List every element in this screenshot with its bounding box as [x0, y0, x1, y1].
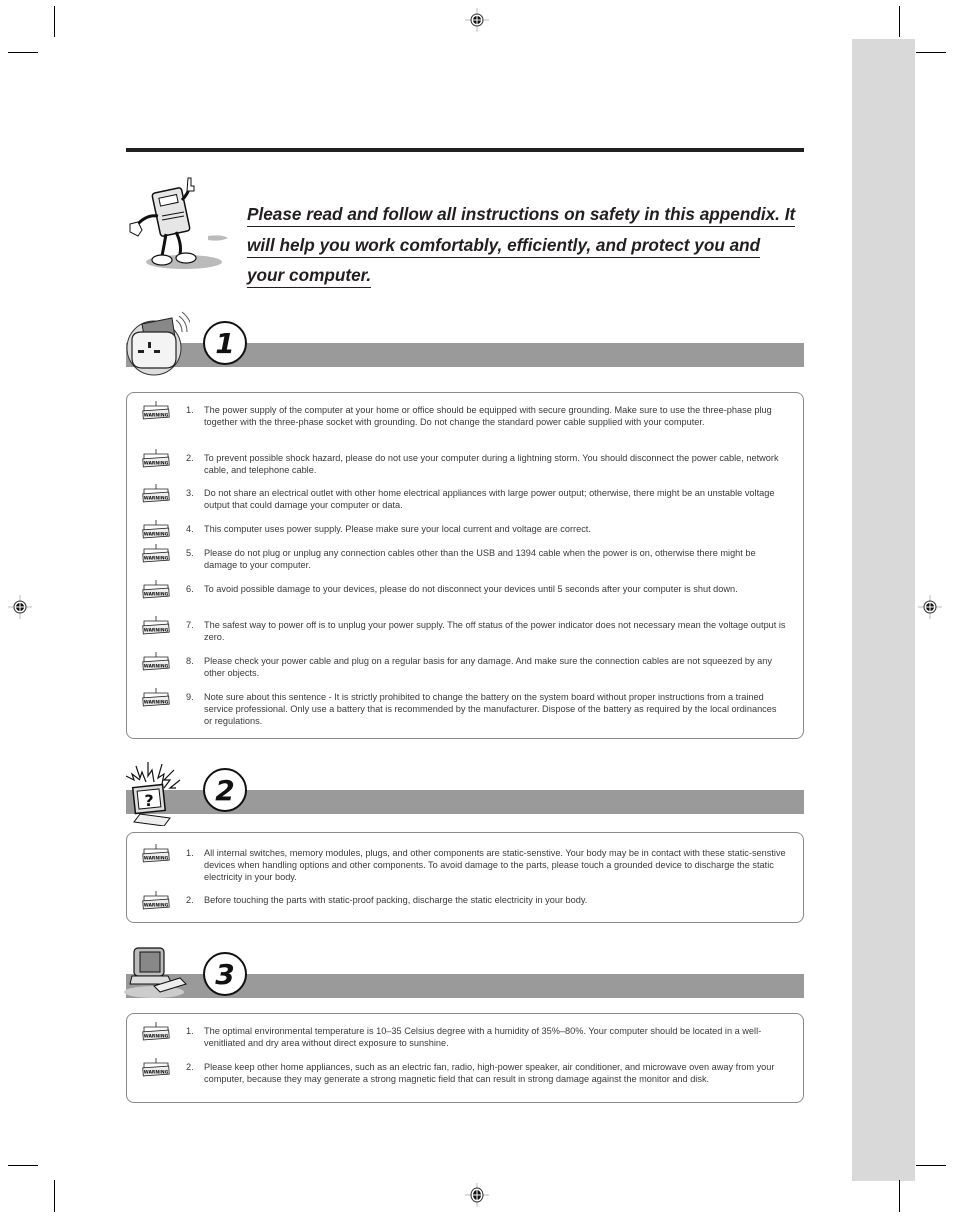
svg-text:WARNING: WARNING: [143, 1034, 169, 1040]
intro-line: your computer.: [247, 265, 371, 288]
crop-mark: [8, 52, 38, 53]
section-number: 2: [215, 773, 235, 807]
section-2-box: [126, 832, 804, 923]
svg-text:WARNING: WARNING: [143, 461, 169, 467]
section-number-badge: [203, 768, 247, 812]
item-number: 2.: [186, 1062, 194, 1072]
svg-text:WARNING: WARNING: [143, 532, 169, 538]
item-text: Do not share an electrical outlet with other home electrical appliances with large power output; otherwise, there might be an unstable voltage output that could damage your computer or data.: [204, 488, 775, 510]
crop-mark: [916, 1165, 946, 1166]
svg-text:WARNING: WARNING: [143, 700, 169, 706]
crop-mark: [916, 52, 946, 53]
intro-line: will help you work comfortably, efficiently, and protect you and: [247, 235, 760, 258]
item-text: Please keep other home appliances, such as an electric fan, radio, high-power speaker, air conditioner, and microwave oven away from your computer, because they may generate a strong magnetic field that can result in strong damage against the monitor and disk.: [204, 1062, 775, 1084]
item-text: The optimal environmental temperature is 10–35 Celsius degree with a humidity of 35%–80%. Your computer should be located in a well-venitliated and dry area without direct exposure to sunshine.: [204, 1026, 762, 1048]
warning-tag-icon: [141, 449, 171, 469]
item-number: 5.: [186, 548, 194, 558]
item-text: The safest way to power off is to unplug your power supply. The off status of the power indicator does not necessary mean the voltage output is zero.: [204, 620, 786, 642]
item-number: 2.: [186, 895, 194, 905]
static-shock-computer-icon: [122, 760, 188, 826]
intro-notice: [247, 199, 807, 291]
warning-tag-icon: [141, 891, 171, 911]
desktop-computer-icon: [124, 942, 190, 1000]
warning-tag-icon: [141, 401, 171, 421]
warning-tag-icon: [141, 616, 171, 636]
crop-mark: [8, 1165, 38, 1166]
svg-text:WARNING: WARNING: [143, 628, 169, 634]
warning-tag-icon: [141, 484, 171, 504]
registration-mark-icon: [918, 595, 942, 619]
svg-text:WARNING: WARNING: [143, 413, 169, 419]
section-number: 1: [215, 326, 235, 360]
warning-tag-icon: [141, 1022, 171, 1042]
warning-tag-icon: [141, 1058, 171, 1078]
item-number: 1.: [186, 848, 194, 858]
warning-tag-icon: [141, 580, 171, 600]
item-text: This computer uses power supply. Please make sure your local current and voltage are correct.: [204, 524, 591, 534]
header-rule: [126, 148, 804, 152]
warning-tag-icon: [141, 520, 171, 540]
svg-text:?: ?: [144, 791, 154, 810]
intro-line: Please read and follow all instructions on safety in this appendix. It: [247, 204, 795, 227]
item-text: Please check your power cable and plug on a regular basis for any damage. And make sure the connection cables are not squeezed by any other objects.: [204, 656, 772, 678]
item-text: To prevent possible shock hazard, please do not use your computer during a lightning storm. You should disconnect the power cable, network cable, and telephone cable.: [204, 453, 779, 475]
side-tab: [852, 39, 915, 1181]
warning-tag-icon: [141, 688, 171, 708]
item-number: 1.: [186, 405, 194, 415]
svg-text:WARNING: WARNING: [143, 903, 169, 909]
item-text: Note sure about this sentence - It is strictly prohibited to change the battery on the system board without proper instructions from a trained service professional. Only use a battery that is recommended by the manufacturer. Dispose of the battery as required by the local ordinances or regulations.: [204, 692, 777, 726]
item-number: 9.: [186, 692, 194, 702]
item-text: All internal switches, memory modules, plugs, and other components are static-senstive. Your body may be in contact with these static-senstive devices when handling options and other components. To avoid damage to the parts, please touch a grounded device to discharge the static electricity in your body.: [204, 848, 786, 882]
item-number: 7.: [186, 620, 194, 630]
computer-mascot-icon: [124, 176, 230, 272]
item-text: Before touching the parts with static-proof packing, discharge the static electricity in your body.: [204, 895, 588, 905]
item-text: Please do not plug or unplug any connection cables other than the USB and 1394 cable when the power is on, otherwise there might be damage to your computer.: [204, 548, 756, 570]
svg-text:WARNING: WARNING: [143, 496, 169, 502]
registration-mark-icon: [465, 8, 489, 32]
crop-mark: [54, 1180, 55, 1212]
section-number-badge: [203, 952, 247, 996]
warning-tag-icon: [141, 652, 171, 672]
section-number: 3: [215, 957, 235, 991]
registration-mark-icon: [465, 1183, 489, 1207]
item-number: 3.: [186, 488, 194, 498]
section-3-box: [126, 1013, 804, 1103]
item-number: 4.: [186, 524, 194, 534]
svg-text:WARNING: WARNING: [143, 556, 169, 562]
item-number: 6.: [186, 584, 194, 594]
item-number: 8.: [186, 656, 194, 666]
svg-text:WARNING: WARNING: [143, 856, 169, 862]
section-number-badge: [203, 321, 247, 365]
crop-mark: [899, 1180, 900, 1212]
svg-text:WARNING: WARNING: [143, 664, 169, 670]
item-number: 2.: [186, 453, 194, 463]
svg-text:WARNING: WARNING: [143, 1070, 169, 1076]
item-number: 1.: [186, 1026, 194, 1036]
crop-mark: [54, 6, 55, 37]
section-1-box: [126, 392, 804, 739]
warning-tag-icon: [141, 844, 171, 864]
svg-text:WARNING: WARNING: [143, 592, 169, 598]
crop-mark: [899, 6, 900, 37]
item-text: The power supply of the computer at your home or office should be equipped with secure grounding. Make sure to use the three-phase plug together with the three-phase socket with grounding. Do not change the standard power cable supplied with your computer.: [204, 405, 772, 427]
item-text: To avoid possible damage to your devices, please do not disconnect your devices until 5 seconds after your computer is shut down.: [204, 584, 738, 594]
registration-mark-icon: [8, 595, 32, 619]
warning-tag-icon: [141, 544, 171, 564]
power-plug-icon: [124, 310, 190, 378]
